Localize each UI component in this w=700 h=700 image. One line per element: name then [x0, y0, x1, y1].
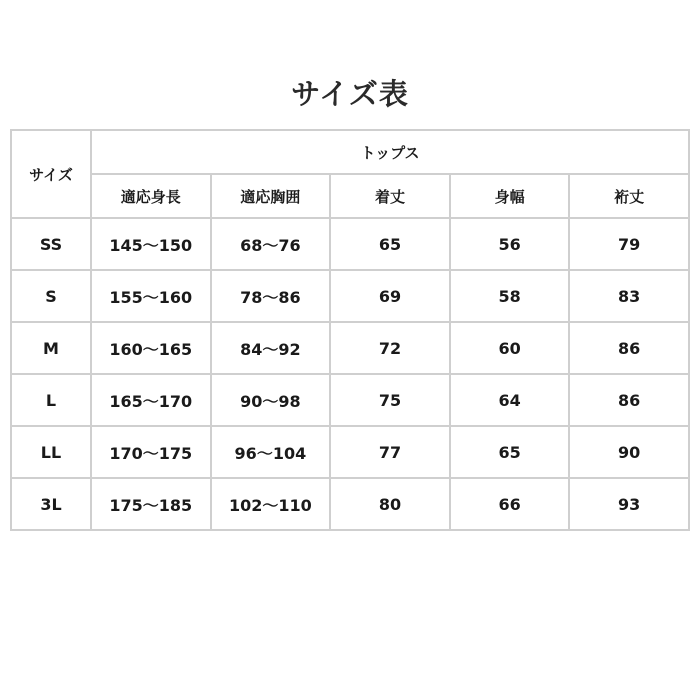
column-header-height: 適応身長 [91, 174, 211, 218]
column-header-chest: 適応胸囲 [211, 174, 331, 218]
page-title: サイズ表 [291, 77, 409, 111]
table-column-header-row [11, 174, 689, 218]
column-header-length: 着丈 [330, 174, 450, 218]
table-cell: 86 [569, 374, 689, 426]
table-cell: 90 [569, 426, 689, 478]
table-cell: 155〜160 [91, 270, 211, 322]
table-cell: 86 [569, 322, 689, 374]
table-cell: 75 [330, 374, 450, 426]
table-cell: 160〜165 [91, 322, 211, 374]
table-cell: 65 [450, 426, 570, 478]
table-cell: 65 [330, 218, 450, 270]
table-cell: 68〜76 [211, 218, 331, 270]
table-cell: 84〜92 [211, 322, 331, 374]
table-row [11, 322, 689, 374]
column-header-sleeve: 裄丈 [569, 174, 689, 218]
table-cell: 78〜86 [211, 270, 331, 322]
table-row [11, 374, 689, 426]
size-label: S [11, 270, 91, 322]
size-chart-table [10, 129, 690, 531]
table-cell: 83 [569, 270, 689, 322]
size-label: SS [11, 218, 91, 270]
table-cell: 60 [450, 322, 570, 374]
table-header-row [11, 130, 689, 174]
table-cell: 64 [450, 374, 570, 426]
table-cell: 80 [330, 478, 450, 530]
table-cell: 77 [330, 426, 450, 478]
table-cell: 69 [330, 270, 450, 322]
table-cell: 96〜104 [211, 426, 331, 478]
table-cell: 58 [450, 270, 570, 322]
table-cell: 56 [450, 218, 570, 270]
table-cell: 175〜185 [91, 478, 211, 530]
table-cell: 90〜98 [211, 374, 331, 426]
table-cell: 102〜110 [211, 478, 331, 530]
table-cell: 72 [330, 322, 450, 374]
table-row [11, 478, 689, 530]
size-column-header: サイズ [11, 130, 91, 218]
table-cell: 145〜150 [91, 218, 211, 270]
size-label: LL [11, 426, 91, 478]
table-cell: 165〜170 [91, 374, 211, 426]
table-row [11, 270, 689, 322]
table-cell: 66 [450, 478, 570, 530]
tops-group-header: トップス [91, 130, 689, 174]
column-header-width: 身幅 [450, 174, 570, 218]
size-label: L [11, 374, 91, 426]
table-cell: 79 [569, 218, 689, 270]
table-row [11, 218, 689, 270]
table-cell: 93 [569, 478, 689, 530]
size-label: M [11, 322, 91, 374]
size-label: 3L [11, 478, 91, 530]
table-row [11, 426, 689, 478]
table-cell: 170〜175 [91, 426, 211, 478]
